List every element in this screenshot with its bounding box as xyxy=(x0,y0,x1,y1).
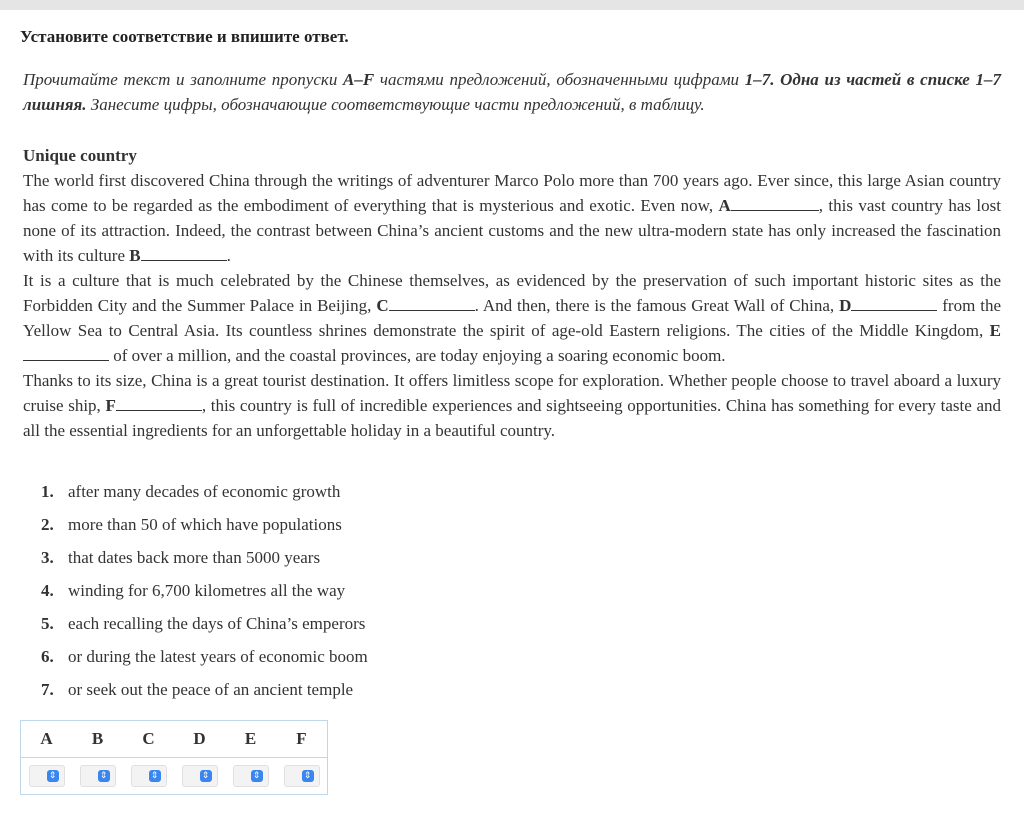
gap-letter-f: F xyxy=(105,396,116,415)
answer-header-b: B xyxy=(72,721,123,758)
answer-table-header xyxy=(21,721,328,758)
gap-blank-f xyxy=(116,395,202,411)
answer-select-b[interactable] xyxy=(80,765,116,787)
option-item: 6. or during the latest years of economic boom xyxy=(41,647,368,666)
chevron-up-down-icon: ⇕ xyxy=(302,770,314,782)
gap-blank-c xyxy=(389,295,475,311)
option-item: 7. or seek out the peace of an ancient temple xyxy=(41,680,354,699)
answer-select-c[interactable] xyxy=(131,765,167,787)
answer-select-e[interactable] xyxy=(233,765,269,787)
chevron-up-down-icon: ⇕ xyxy=(200,770,212,782)
task-title: Установите соответствие и впишите ответ. xyxy=(20,27,349,46)
gap-blank-e xyxy=(23,345,109,361)
answer-table xyxy=(20,720,328,795)
gap-letter-b: B xyxy=(129,246,141,265)
gap-letter-d: D xyxy=(839,296,852,315)
answer-select-d[interactable] xyxy=(182,765,218,787)
paragraph-1: The world first discovered China through the writings of adventurer Marco Polo more than 700 years ago. Ever since, this large Asian country has come to be regarded as the embodiment of everything that is mysterious and exotic. Even now, A , this vast country has lost none of its attraction. Indeed, the contrast between China’s ancient customs and the new ultra-modern state has only increased the fascination with its culture B . xyxy=(23,171,1001,265)
answer-header-f: F xyxy=(276,721,328,758)
gap-letter-e: E xyxy=(989,321,1001,340)
answer-table-selects xyxy=(21,758,328,795)
task-instruction: Прочитайте текст и заполните пропуски A–F частями предложений, обозначенными цифрами 1–7. Одна из частей в списке 1–7 лишняя. Занесите цифры, обозначающие соответствующие части предложений, в таблицу. xyxy=(23,70,1001,114)
gap-blank-b xyxy=(141,245,227,261)
gap-blank-d xyxy=(851,295,937,311)
chevron-up-down-icon: ⇕ xyxy=(251,770,263,782)
option-item: 2. more than 50 of which have populations xyxy=(41,515,342,534)
top-bar xyxy=(0,0,1024,10)
chevron-up-down-icon: ⇕ xyxy=(98,770,110,782)
chevron-up-down-icon: ⇕ xyxy=(149,770,161,782)
text-title: Unique country xyxy=(23,146,137,165)
option-item: 1. after many decades of economic growth xyxy=(41,482,341,501)
answer-select-f[interactable] xyxy=(284,765,320,787)
chevron-up-down-icon: ⇕ xyxy=(47,770,59,782)
option-item: 3. that dates back more than 5000 years xyxy=(41,548,321,567)
gap-letter-a: A xyxy=(718,196,731,215)
paragraph-3: Thanks to its size, China is a great tourist destination. It offers limitless scope for exploration. Whether people choose to travel aboard a luxury cruise ship, F , this country is full of incredible experiences and sightseeing opportunities. China has something for every taste and all the essential ingredients for an unforgettable holiday in a beautiful country. xyxy=(23,371,1001,440)
answer-header-c: C xyxy=(123,721,174,758)
option-item: 5. each recalling the days of China’s emperors xyxy=(41,614,366,633)
answer-header-d: D xyxy=(174,721,225,758)
answer-header-a: A xyxy=(21,721,73,758)
paragraph-2: It is a culture that is much celebrated by the Chinese themselves, as evidenced by the preservation of such important historic sites as the Forbidden City and the Summer Palace in Beijing, C . And then, there is the famous Great Wall of China, D from the Yellow Sea to Central Asia. Its countless shrines demonstrate the spirit of age-old Eastern religions. The cities of the Middle Kingdom, E of over a million, and the coastal provinces, are today enjoying a soaring economic boom. xyxy=(23,271,1001,365)
answer-select-a[interactable] xyxy=(29,765,65,787)
gap-letter-c: C xyxy=(376,296,389,315)
option-item: 4. winding for 6,700 kilometres all the way xyxy=(41,581,346,600)
reading-text xyxy=(23,143,1001,443)
options-list xyxy=(41,479,368,710)
gap-blank-a xyxy=(731,195,819,211)
answer-header-e: E xyxy=(225,721,276,758)
